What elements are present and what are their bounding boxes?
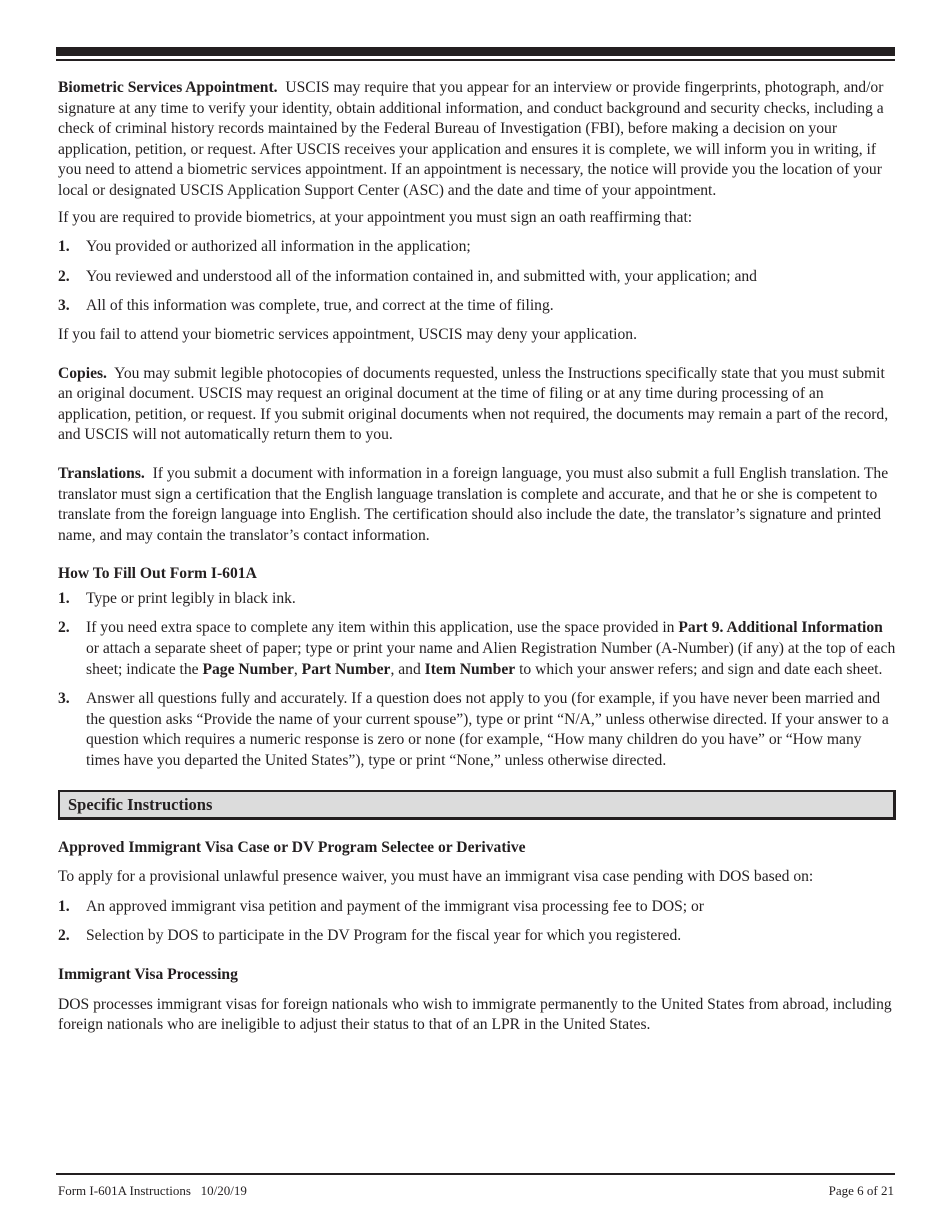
item-number: 1. — [58, 238, 70, 256]
text-run: , and — [390, 660, 425, 678]
item-text: Type or print legibly in black ink. — [86, 589, 296, 607]
list-item — [58, 296, 896, 317]
list-item — [58, 926, 896, 947]
footer-rule — [56, 1173, 895, 1175]
item-number: 2. — [58, 619, 70, 637]
visa-processing-heading: Immigrant Visa Processing — [58, 966, 238, 983]
item-text: You reviewed and understood all of the information contained in, and submitted with, your application; and — [86, 267, 757, 285]
biometrics-paragraph — [58, 78, 896, 202]
item-number: 1. — [58, 589, 70, 607]
item-number-reference: Item Number — [424, 660, 516, 678]
header-thick-rule — [56, 47, 895, 56]
part-number-reference: Part Number — [301, 660, 391, 678]
item-number: 2. — [58, 267, 70, 285]
item-text: All of this information was complete, true, and correct at the time of filing. — [86, 297, 554, 315]
specific-instructions-bar: Specific Instructions — [58, 790, 896, 820]
text-run: If you need extra space to complete any item within this application, use the space provided in — [86, 619, 679, 637]
approved-case-heading: Approved Immigrant Visa Case or DV Program Selectee or Derivative — [58, 838, 526, 856]
item-text — [86, 618, 896, 680]
list-item — [58, 897, 896, 918]
oath-intro: If you are required to provide biometrics, at your appointment you must sign an oath reaffirming that: — [58, 208, 693, 226]
translations-body: If you submit a document with information in a foreign language, you must also submit a full English translation. The translator must sign a certification that the English language translation is complete and accurate, and that he or she is competent to translate from the foreign language into English. The certification should also include the date, the translator’s signature and printed name, and may contain the translator’s contact information. — [58, 464, 889, 544]
item-text: An approved immigrant visa petition and payment of the immigrant visa processing fee to DOS; or — [86, 897, 704, 915]
item-number: 1. — [58, 897, 70, 915]
how-to-heading: How To Fill Out Form I-601A — [58, 565, 257, 583]
biometrics-heading: Biometric Services Appointment. — [58, 79, 278, 96]
translations-paragraph — [58, 464, 896, 546]
fail-note: If you fail to attend your biometric services appointment, USCIS may deny your application. — [58, 325, 638, 343]
copies-paragraph — [58, 364, 896, 446]
text-run: , — [293, 660, 302, 678]
list-item — [58, 267, 896, 288]
page-content — [58, 78, 896, 1036]
text-run: to which your answer refers; and sign and date each sheet. — [515, 660, 883, 678]
item-text: Selection by DOS to participate in the DV Program for the fiscal year for which you registered. — [86, 927, 682, 945]
biometrics-body: USCIS may require that you appear for an interview or provide fingerprints, photograph, and/or signature at any time to verify your identity, obtain additional information, and conduct background and security checks, including a check of criminal history records maintained by the Federal Bureau of Investigation (FBI), before making a decision on your application, petition, or request. After USCIS receives your application and ensures it is complete, we will inform you in writing, if you need to attend a biometric services appointment. If an appointment is necessary, the notice will provide you the location of your local or designated USCIS Application Support Center (ASC) and the date and time of your appointment. — [58, 79, 884, 199]
copies-heading: Copies. — [58, 364, 107, 382]
part-9-reference: Part 9. Additional Information — [678, 619, 883, 637]
translations-heading: Translations. — [58, 464, 145, 482]
item-text: You provided or authorized all information in the application; — [86, 238, 471, 256]
item-number: 2. — [58, 927, 70, 945]
footer-form-id: Form I-601A Instructions 10/20/19 — [58, 1183, 247, 1198]
item-number: 3. — [58, 690, 70, 708]
list-item — [58, 237, 896, 258]
list-item — [58, 589, 896, 610]
text-run: or attach a separate sheet of paper; type or print your name and Alien Registration Number (A-Number) (if any) at the top of each sheet; indicate the — [86, 640, 896, 678]
footer-page-number: Page 6 of 21 — [828, 1183, 894, 1198]
header-thin-rule — [56, 59, 895, 61]
page-number-reference: Page Number — [202, 660, 294, 678]
copies-body: You may submit legible photocopies of documents requested, unless the Instructions specifically state that you must submit an original document. USCIS may request an original document at the time of filing or at any time during processing of an application, petition, or request. If you submit original documents when not required, the documents may remain a part of the record, and USCIS will not automatically return them to you. — [58, 364, 889, 444]
approved-case-intro: To apply for a provisional unlawful presence waiver, you must have an immigrant visa case pending with DOS based on: — [58, 868, 814, 886]
item-text: Answer all questions fully and accurately. If a question does not apply to you (for example, if you have never been married and the question asks “Provide the name of your current spouse”), type or print “N/A,” unless otherwise directed. If your answer to a question which requires a numeric response is zero or none (for example, “How many children do you have” or “How many times have you departed the United States”), type or print “None,” unless otherwise directed. — [86, 690, 889, 770]
list-item — [58, 618, 896, 680]
visa-processing-body: DOS processes immigrant visas for foreign nationals who wish to immigrate permanently to the United States from abroad, including foreign nationals who are ineligible to adjust their status to that of an LPR in the United States. — [58, 995, 892, 1034]
list-item — [58, 689, 896, 771]
item-number: 3. — [58, 297, 70, 315]
